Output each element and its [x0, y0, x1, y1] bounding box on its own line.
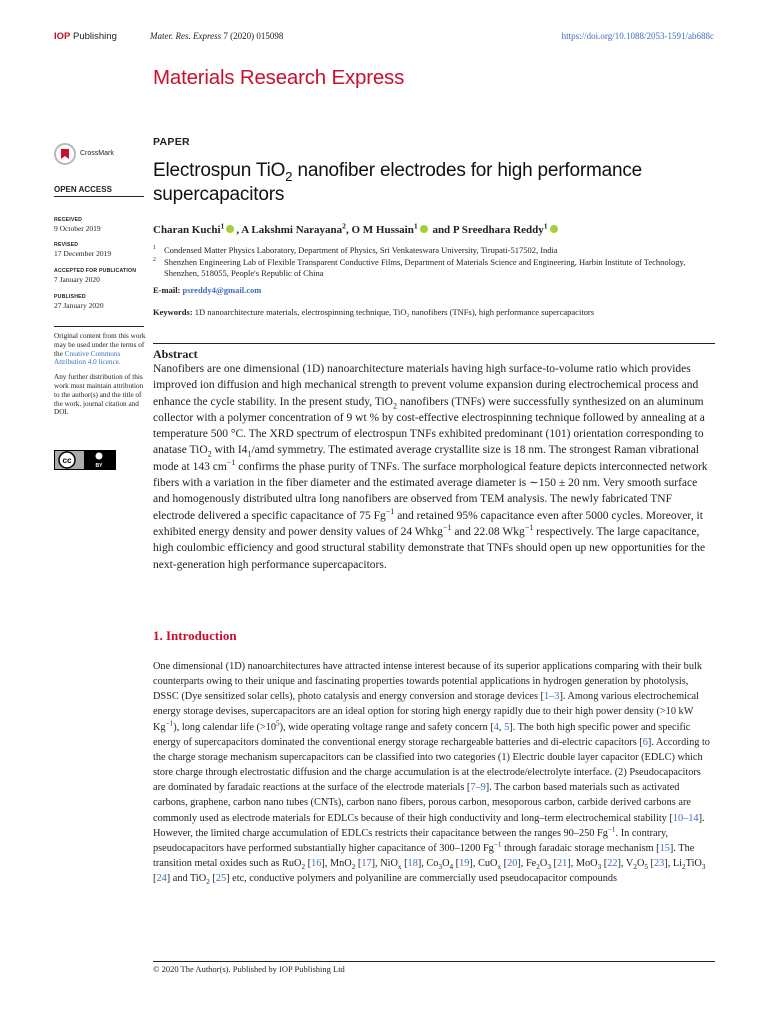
orcid-icon[interactable] — [550, 225, 558, 233]
received-date: 9 October 2019 — [54, 224, 101, 233]
accepted-label: ACCEPTED FOR PUBLICATION — [54, 268, 137, 274]
crossmark-badge[interactable] — [54, 143, 124, 169]
publisher-logo — [54, 31, 117, 42]
citation-link[interactable]: 21 — [556, 858, 568, 870]
email-link[interactable]: psreddy4@gmail.com — [182, 285, 262, 295]
citation-link[interactable]: 19 — [459, 858, 470, 870]
citation-link[interactable]: 6 — [642, 736, 648, 748]
citation-link[interactable]: 20 — [507, 858, 518, 870]
crossmark-label: CrossMark — [80, 150, 114, 157]
cc-license-link[interactable]: Creative Commons Attribution 4.0 licence. — [54, 349, 121, 367]
citation-link[interactable]: 25 — [215, 873, 227, 885]
citation-link[interactable]: 16 — [311, 858, 322, 870]
publisher-word: Publishing — [73, 31, 117, 42]
accepted-date: 7 January 2020 — [54, 275, 100, 284]
citation-link[interactable]: 23 — [654, 858, 665, 870]
citation-link[interactable]: 17 — [361, 858, 372, 870]
citation-link[interactable]: 7–9 — [470, 782, 486, 794]
author-name[interactable]: Charan Kuchi — [153, 224, 221, 236]
body-paragraph: One dimensional (1D) nanoarchitectures have attracted intense interest because of its superior applications comparing with their bulk counterparts owing to their unique and fascinating properties towards potential applications in hydrogen generation by photolysis, DSSC (Dye sensitized solar cells), photo catalysis and energy conversion and storage devices [1–3]. Among various electrochemical energy storage devises, supercapacitors are an ideal option for storing high energy rapidly due to their high power density (>10 kW $Kg^{-1}$), long calendar life $(>10^5)$, wide operating voltage range and safety concern [4, 5]. The both high specific power and specific energy of supercapacitors dominated the conventional energy storage rechargeable batteries and di-electric capacitors [6]. According to the charge storage mechanism supercapacitors can be classified into two categories (1) Electric double layer capacitor (EDLC) which store charge through electrostatic diffusion and the charge accumulation is at the electrode/electrolyte interface. (2) Pseudocapacitors are dominated by faradaic reactions at the surface of the electrode materials [7–9]. The carbon based materials such as activated carbons, graphene, carbon nano tubes (CNTs), carbon nano fibers, porous carbon, mesoporous carbon, carbide derived carbons are commonly used as electrode materials for EDLCs because of their high conductivity and long–term electrochemical stability [10–14]. However, the limited charge accumulation of EDLCs restricts their capacitance between the ranges 90–250 $Fg^{-1}$. In contrary, pseudocapacitors have performed substantially higher capacitance of 300–1200 $Fg^{-1}$ through faradaic storage mechanism [15]. The transition metal oxides such as RuO$_2$ [16], MnO$_2$ [17], NiO$_x$ [18], $Co_3O_4$ [19], CuO$_x$ [20], $Fe_2O_3$ [21], MoO$_3$ [22], $V_2O_5$ [23], $Li_2TiO_3$ [24] and TiO$_2$ [25] etc, conductive polymers and polyaniline are commercially used pseudocapacitor compounds — [153, 661, 710, 887]
journal-reference — [150, 31, 283, 41]
cc-by-badge[interactable] — [54, 450, 116, 470]
citation-link[interactable]: 5 — [504, 721, 510, 733]
citation-link[interactable]: 4 — [493, 721, 499, 733]
citation-link[interactable]: 1–3 — [544, 691, 560, 703]
keywords: Keywords: 1D nanoarchitecture materials, electrospinning technique, TiO₂ nanofibers (TNFs), high performance supercapacitors — [153, 307, 595, 317]
published-label: PUBLISHED — [54, 294, 86, 300]
license-text: Original content from this work may be used under the terms of the — [54, 332, 146, 358]
svg-text:cc: cc — [62, 456, 72, 465]
doi-link[interactable]: https://doi.org/10.1088/2053-1591/ab688c — [561, 31, 714, 41]
open-access-label: OPEN ACCESS — [54, 185, 112, 194]
cc-by-icon — [54, 450, 116, 470]
article-type: PAPER — [153, 136, 190, 148]
published-date: 27 January 2020 — [54, 301, 104, 310]
citation-link[interactable]: 10–14 — [672, 812, 699, 824]
abstract-text: Nanofibers are one dimensional (1D) nanoarchitecture materials having high surface-to-volume ratio which provides improved ion diffusion and high mechanical strength to prevent volume expansion during electrochemical process and enhance the cycle stability. In the present study, TiO$_2$ nanofibers (TNFs) were successfully synthesized on an aluminum collector with a polymer concentration of 9 wt % by cost-effective electrospinning technique followed by annealing at a temperature 500 °C. The XRD spectrum of electrospun TNFs exhibited predominant (101) orientation corresponding to anatase TiO$_2$ with $I4_1$/amd symmetry. The estimated average crystallite size is 18 nm. The strongest Raman vibrational mode at 143 $cm^{-1}$ confirms the phase purity of TNFs. The surface morphological feature depicts interconnected network fibers with a variation in the fiber diameter and the estimated average diameter is ∼150 ± 20 nm. Very smooth surface and homogenously distributed ultra long nanofibers are observed from TEM analysis. The newly fabricated TNF electrode delivered a specific capacitance of 75 $Fg^{-1}$ and retained 95% capacitance even after 5000 cycles. Moreover, it exhibited energy density and power density values of 24 Whkg$^{-1}$ and 22.08 Wkg$^{-1}$ respectively. The large capacitance, high coulombic efficiency and good structural stability demonstrate that TNFs should open up new opportunities for the next-generation high performance supercapacitors. — [153, 363, 708, 571]
sidebar-divider — [54, 196, 144, 197]
citation-link[interactable]: 15 — [659, 842, 670, 854]
author-list: Charan Kuchi$^1$ , A Lakshmi Narayana$^2$, O M Hussain$^1$ and P Sreedhara Reddy$^1$ — [153, 224, 560, 236]
journal-abbrev: Mater. Res. Express — [150, 31, 222, 41]
license-note — [54, 332, 148, 417]
orcid-icon[interactable] — [420, 225, 428, 233]
revised-date: 17 December 2019 — [54, 249, 112, 258]
journal-title[interactable]: Materials Research Express — [153, 66, 405, 89]
revised-label: REVISED — [54, 242, 79, 248]
author-name[interactable]: and P Sreedhara Reddy — [429, 224, 544, 236]
crossmark-icon — [54, 143, 76, 165]
article-title: Electrospun TiO$_2$ nanofiber electrodes for high performance supercapacitors — [153, 160, 643, 205]
abstract-divider — [153, 343, 715, 344]
publisher-brand: IOP — [54, 31, 71, 42]
svg-text:BY: BY — [95, 463, 103, 469]
journal-volume: 7 (2020) 015098 — [223, 31, 284, 41]
copyright-footer: © 2020 The Author(s). Published by IOP Publishing Ltd — [153, 964, 345, 974]
author-name[interactable]: , O M Hussain — [345, 224, 414, 236]
corresponding-email: E-mail: psreddy4@gmail.com — [153, 285, 262, 295]
sidebar-divider — [54, 326, 144, 327]
citation-link[interactable]: 18 — [407, 858, 418, 870]
received-label: RECEIVED — [54, 217, 83, 223]
running-header — [54, 31, 714, 47]
license-attribution-text: Any further distribution of this work must maintain attribution to the author(s) and the title of the work, journal citation and DOI. — [54, 373, 144, 417]
citation-link[interactable]: 24 — [156, 873, 167, 885]
affiliation: 2 Shenzhen Engineering Lab of Flexible Transparent Conductive Films, Department of Materials Science and Engineering, Harbin Institute of Technology, Shenzhen, 518055, People's Republic of China — [153, 257, 686, 278]
footer-divider — [153, 961, 715, 962]
affiliation: 1 Condensed Matter Physics Laboratory, Department of Physics, Sri Venkateswara University, Tirupati-517502, India — [153, 245, 558, 255]
section-heading: 1. Introduction — [153, 628, 237, 643]
abstract-heading: Abstract — [153, 347, 198, 361]
author-name[interactable]: , A Lakshmi Narayana — [236, 224, 343, 236]
orcid-icon[interactable] — [226, 225, 234, 233]
citation-link[interactable]: 22 — [607, 858, 618, 870]
